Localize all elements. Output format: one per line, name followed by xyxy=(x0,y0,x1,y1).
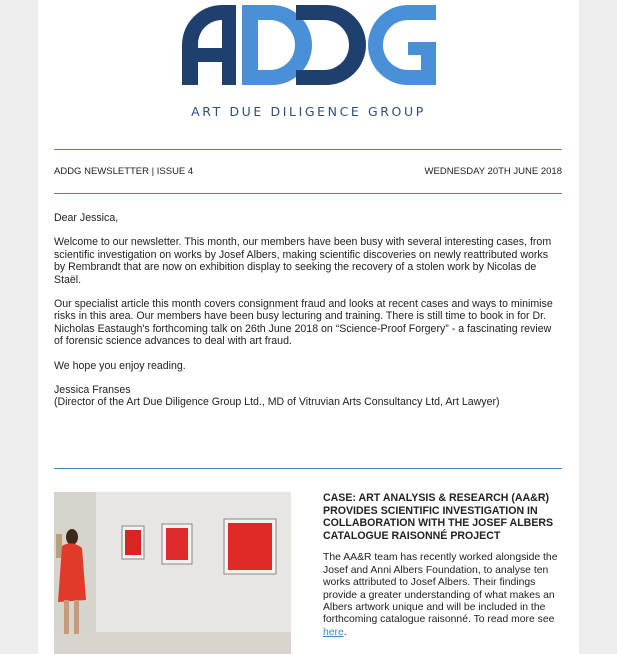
newsletter-card xyxy=(38,0,579,654)
letter-closing: We hope you enjoy reading. xyxy=(54,359,186,372)
issue-date: WEDNESDAY 20TH JUNE 2018 xyxy=(424,166,562,177)
issue-label: ADDG NEWSLETTER | ISSUE 4 xyxy=(54,166,194,177)
editor-letter xyxy=(54,212,562,409)
divider-top xyxy=(54,149,562,150)
signature-title: (Director of the Art Due Diligence Group Ltd., MD of Vitruvian Arts Consultancy Ltd, Art Lawyer) xyxy=(54,396,500,409)
letter-paragraph-2: Our specialist article this month covers consignment fraud and looks at recent cases and ways to minimise risks in this area. Our members have been busy lecturing and training. There is still time to book in for Dr. Nicholas Eastaugh's forthcoming talk on 26th June 2018 on “Science-Proof Forgery” - a fascinating review of forensic science advances to deal with art fraud. xyxy=(54,298,553,348)
gallery-photo xyxy=(54,492,291,654)
issue-bar xyxy=(54,166,562,177)
letter-paragraph-1: Welcome to our newsletter. This month, our members have been busy with several interesting cases, from scientific investigation on works by Josef Albers, making scientific discoveries on newly reattributed works by Rembrandt that are now on exhibition display to seeking the recovery of a stolen work by Nicolas de Staël. xyxy=(54,236,552,286)
greeting: Dear Jessica, xyxy=(54,212,119,224)
logo-caption: ART DUE DILIGENCE GROUP xyxy=(191,104,426,119)
case-body xyxy=(323,552,563,639)
signature xyxy=(54,384,562,409)
logo-letter-g xyxy=(368,5,436,85)
divider-issue xyxy=(54,193,562,194)
header xyxy=(38,0,579,140)
signature-name: Jessica Franses xyxy=(54,384,131,397)
case-body-end: . xyxy=(343,626,347,638)
addg-logo xyxy=(176,0,441,100)
case-body-text: The AA&R team has recently worked alongside the Josef and Anni Albers Foundation, to analyse ten works attributed to Josef Albers. Their findings provide a greater understanding of what makes an Albers artwork unique and will be included in the forthcoming catalogue raisonné. To read more see xyxy=(323,552,558,626)
case-title: CASE: ART ANALYSIS & RESEARCH (AA&R) PROVIDES SCIENTIFIC INVESTIGATION IN COLLABORATION WITH THE JOSEF ALBERS CATALOGUE RAISONNÉ PROJECT xyxy=(323,492,554,542)
divider-case xyxy=(54,468,562,469)
case-column xyxy=(323,492,563,639)
read-more-link[interactable]: here xyxy=(323,626,344,638)
logo-letter-a xyxy=(182,5,236,85)
